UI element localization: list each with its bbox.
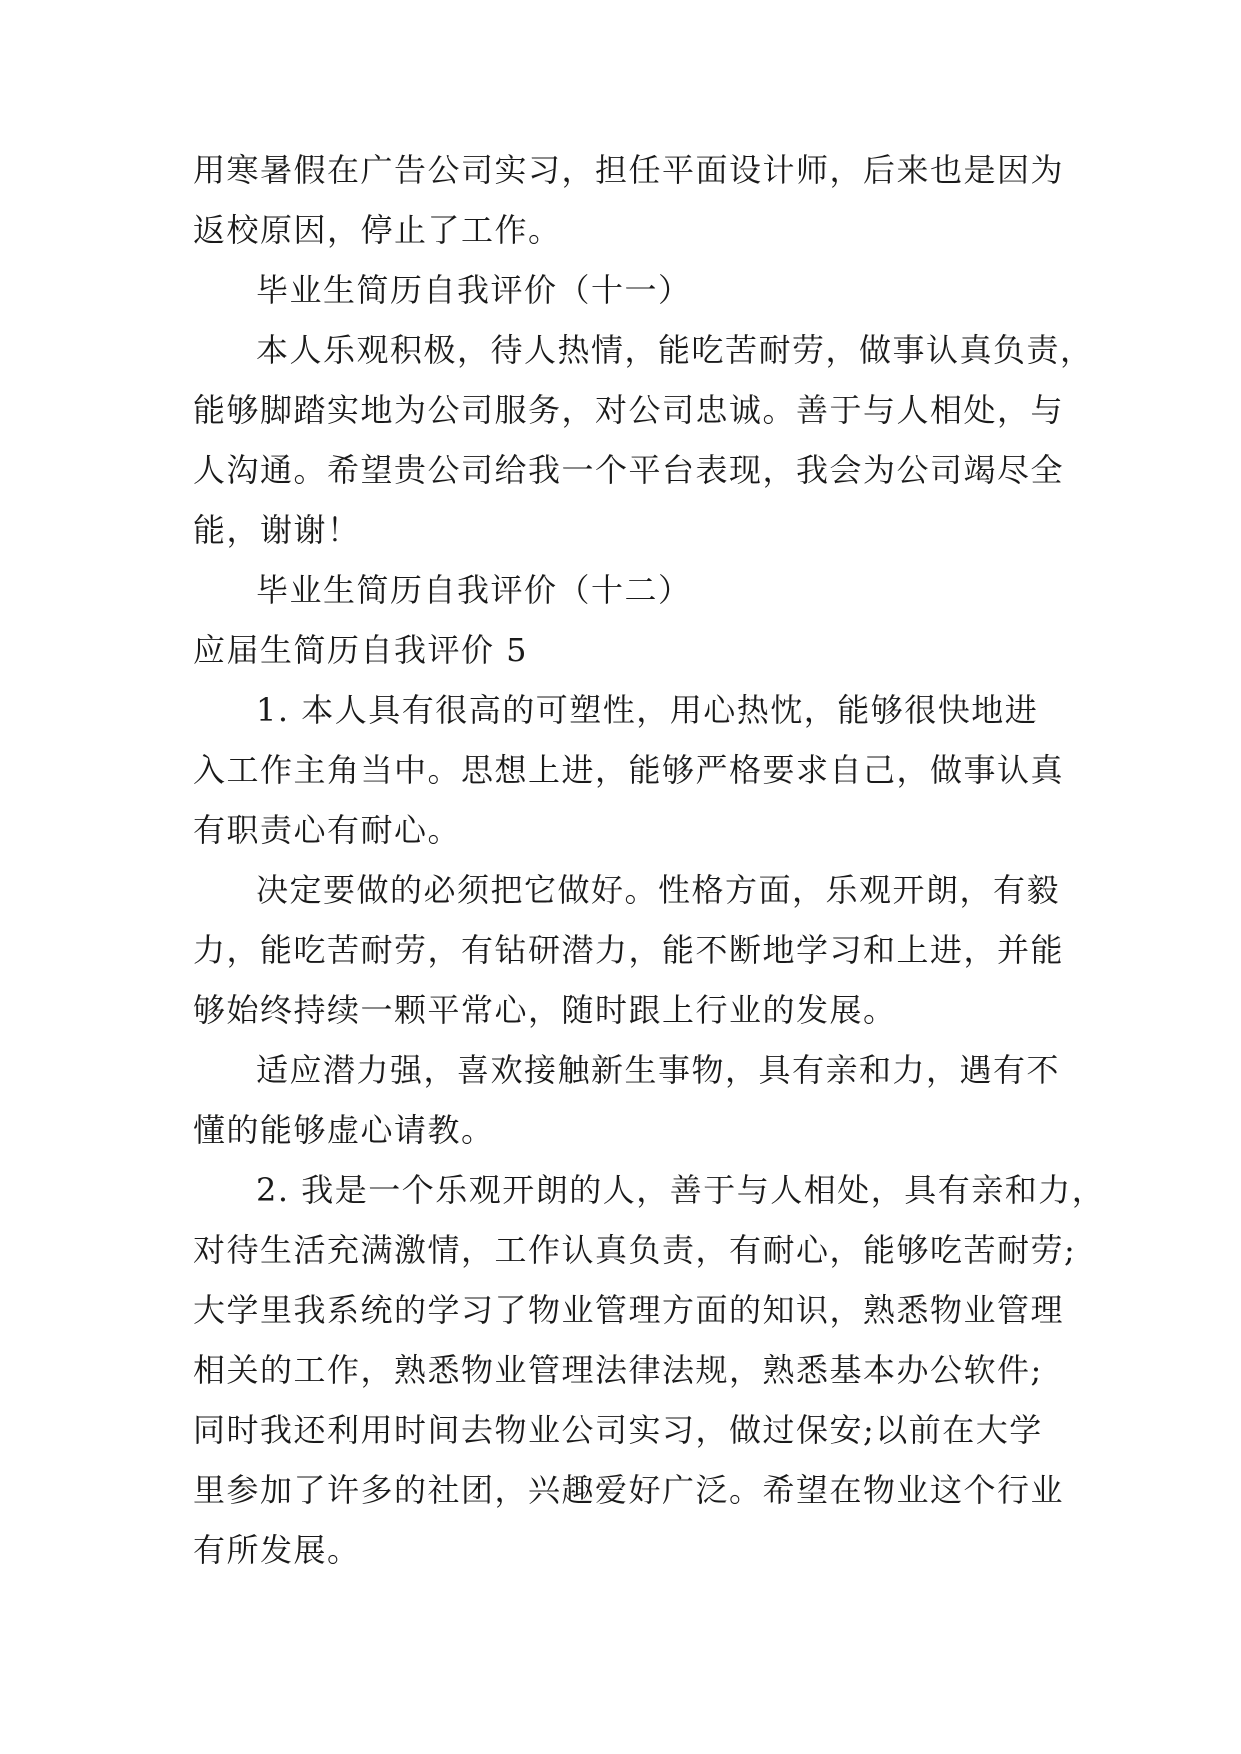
paragraph-line: 返校原因，停止了工作。 <box>193 211 562 249</box>
paragraph-line: 1. 本人具有很高的可塑性，用心热忱，能够很快地进 <box>256 691 1039 729</box>
paragraph-line: 大学里我系统的学习了物业管理方面的知识，熟悉物业管理 <box>193 1291 1065 1329</box>
paragraph-line: 懂的能够虚心请教。 <box>193 1111 495 1149</box>
paragraph-line: 相关的工作，熟悉物业管理法律法规，熟悉基本办公软件; <box>193 1351 1043 1389</box>
paragraph-line: 能，谢谢！ <box>193 511 361 549</box>
section-heading: 毕业生简历自我评价（十二） <box>256 571 692 609</box>
paragraph-line: 同时我还利用时间去物业公司实习，做过保安;以前在大学 <box>193 1411 1043 1449</box>
section-heading: 应届生简历自我评价 5 <box>193 631 529 669</box>
paragraph-line: 适应潜力强，喜欢接触新生事物，具有亲和力，遇有不 <box>256 1051 1061 1089</box>
paragraph-line: 有职责心有耐心。 <box>193 811 462 849</box>
paragraph-line: 里参加了许多的社团，兴趣爱好广泛。希望在物业这个行业 <box>193 1471 1065 1509</box>
paragraph-line: 力，能吃苦耐劳，有钻研潜力，能不断地学习和上进，并能 <box>193 931 1065 969</box>
paragraph-line: 能够脚踏实地为公司服务，对公司忠诚。善于与人相处，与 <box>193 391 1065 429</box>
paragraph-line: 够始终持续一颗平常心，随时跟上行业的发展。 <box>193 991 897 1029</box>
paragraph-line: 用寒暑假在广告公司实习，担任平面设计师，后来也是因为 <box>193 151 1065 189</box>
paragraph-line: 2. 我是一个乐观开朗的人，善于与人相处，具有亲和力， <box>256 1171 1106 1209</box>
section-heading: 毕业生简历自我评价（十一） <box>256 271 692 309</box>
paragraph-line: 本人乐观积极，待人热情，能吃苦耐劳，做事认真负责， <box>256 331 1094 369</box>
paragraph-line: 入工作主角当中。思想上进，能够严格要求自己，做事认真 <box>193 751 1065 789</box>
paragraph-line: 有所发展。 <box>193 1531 361 1569</box>
paragraph-line: 决定要做的必须把它做好。性格方面，乐观开朗，有毅 <box>256 871 1061 909</box>
paragraph-line: 对待生活充满激情，工作认真负责，有耐心，能够吃苦耐劳; <box>193 1231 1077 1269</box>
paragraph-line: 人沟通。希望贵公司给我一个平台表现，我会为公司竭尽全 <box>193 451 1065 489</box>
